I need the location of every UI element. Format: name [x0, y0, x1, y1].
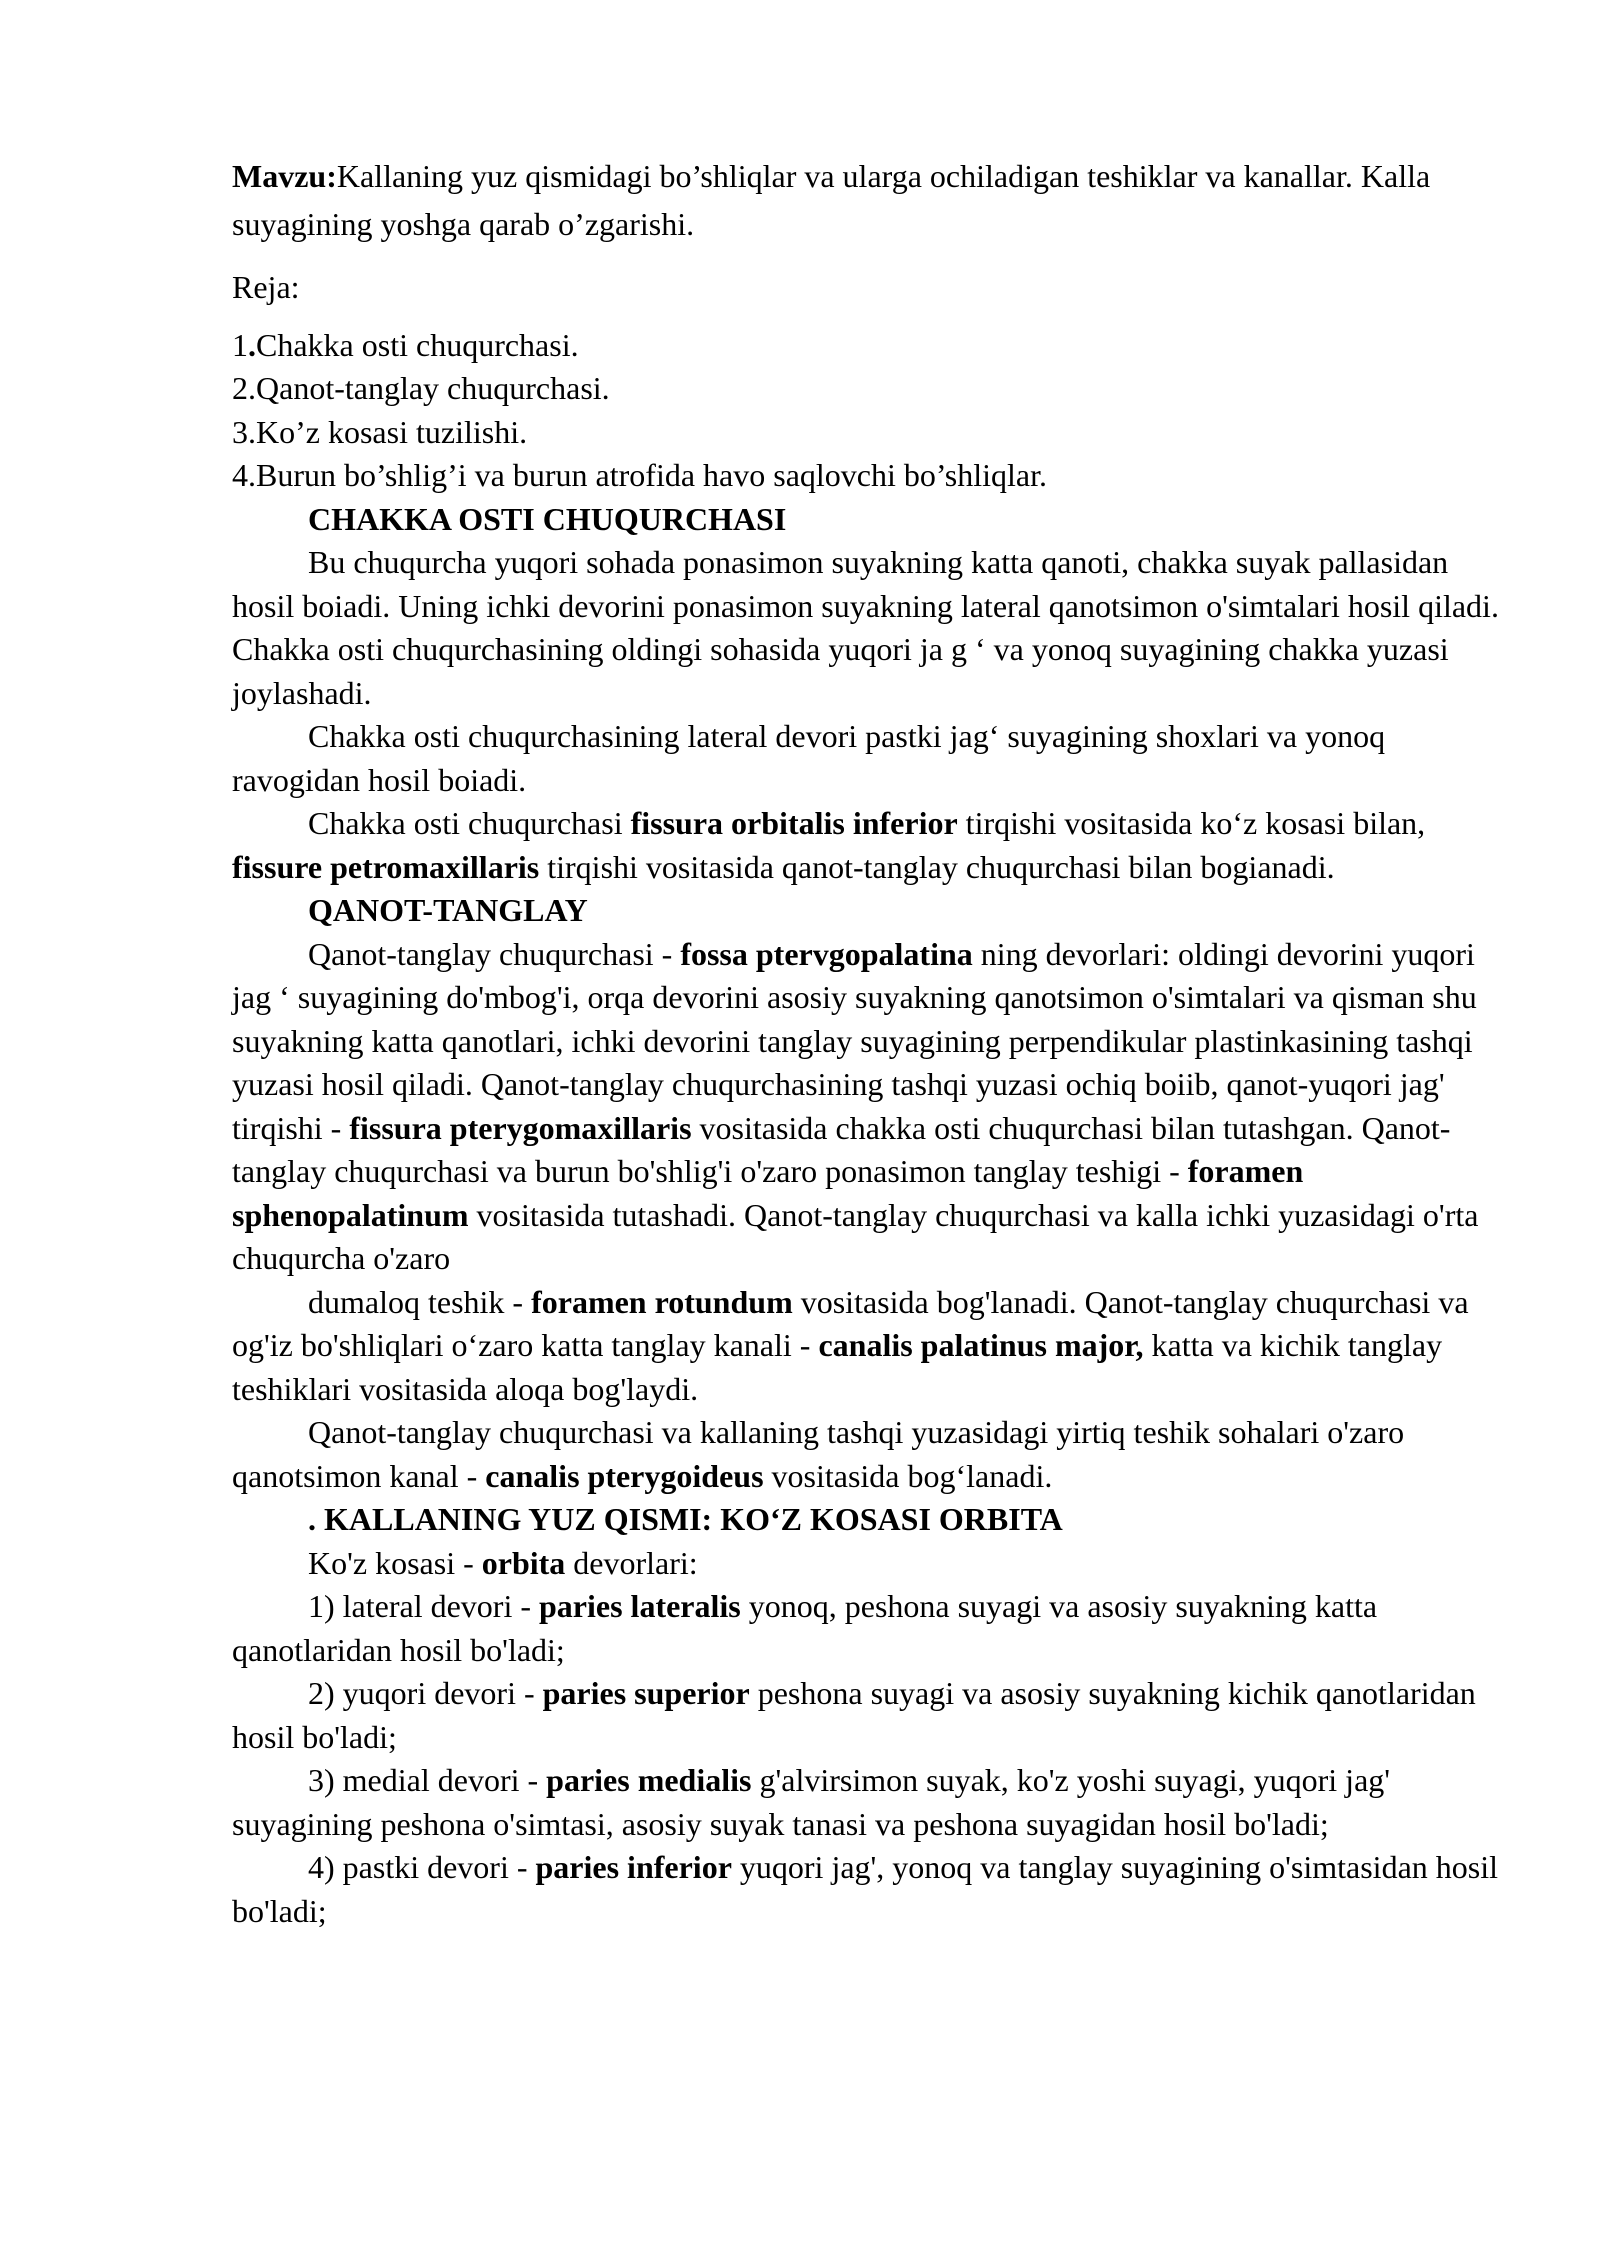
- plan-list: [232, 324, 1514, 498]
- paragraph-text: vositasida chakka osti chuqurchasi bilan tutashgan. Qanot-tanglay chuqurchasi va burun bo'shlig'i o'zaro ponasimon tanglay teshigi -: [232, 1109, 1451, 1189]
- latin-term: canalis palatinus major,: [818, 1327, 1144, 1363]
- paragraph-text: Chakka osti chuqurchasi: [308, 805, 631, 841]
- paragraph-text: ning devorlari: oldingi devorini yuqori jag ‘ suyagining do'mbog'i, orqa devorini asosiy suyakning qanotsimon o'simtalari va qisman shu suyakning katta qanotlari, ichki devorini tanglay suyagining perpendikular plastinkasining tashqi yuzasi hosil qiladi. Qanot-tanglay chuqurchasining tashqi yuzasi ochiq boiib, qanot-yuqori jag' tirqishi -: [232, 935, 1477, 1146]
- latin-term: foramen rotundum: [531, 1283, 793, 1320]
- paragraph-text: g'alvirsimon suyak, ko'z yoshi suyagi, yuqori jag' suyagining peshona o'simtasi, asosiy suyak tanasi va peshona suyagidan hosil bo'ladi;: [232, 1762, 1391, 1842]
- orbit-wall-item: [232, 1585, 1514, 1672]
- body-paragraph: [232, 802, 1514, 889]
- paragraph-text: Qanot-tanglay chuqurchasi va kallaning tashqi yuzasidagi yirtiq teshik sohalari o'zaro qanotsimon kanal -: [232, 1414, 1405, 1494]
- paragraph-text: devorlari:: [565, 1544, 698, 1581]
- latin-term: canalis pterygoideus: [485, 1457, 764, 1494]
- plan-item-text: Chakka osti chuqurchasi.: [256, 326, 579, 363]
- latin-term: fissura pterygomaxillaris: [349, 1109, 692, 1146]
- paragraph-text: vositasida tutashadi. Qanot-tanglay chuqurchasi va kalla ichki yuzasidagi o'rta chuqurcha o'zaro: [232, 1196, 1479, 1276]
- plan-title: Reja:: [232, 269, 300, 305]
- paragraph-text: yuqori jag', yonoq va tanglay suyagining o'simtasidan hosil bo'ladi;: [232, 1849, 1498, 1929]
- plan-item: [232, 324, 1514, 368]
- body-paragraph: [232, 933, 1514, 1281]
- plan-item-dot: .: [248, 326, 256, 363]
- latin-term: paries lateralis: [539, 1588, 741, 1624]
- section-heading-qanot-tanglay: QANOT-TANGLAY: [308, 892, 588, 928]
- paragraph-text: yonoq, peshona suyagi va asosiy suyakning katta qanotlaridan hosil bo'ladi;: [232, 1588, 1378, 1668]
- topic-paragraph: [232, 152, 1514, 248]
- section-heading-orbita: . KALLANING YUZ QISMI: KO‘Z KOSASI ORBITA: [308, 1501, 1063, 1537]
- latin-term: fossa ptervgopalatina: [680, 935, 973, 972]
- body-paragraph: [232, 1281, 1514, 1412]
- plan-item-number: 4.: [232, 457, 256, 493]
- paragraph-text: Ko'z kosasi -: [308, 1544, 482, 1581]
- document-body: [232, 152, 1514, 1933]
- paragraph-text: katta va kichik tanglay teshiklari vositasida aloqa bog'laydi.: [232, 1327, 1443, 1407]
- latin-term: paries superior: [542, 1675, 750, 1711]
- plan-item-number: 2.: [232, 370, 256, 406]
- latin-term: foramen sphenopalatinum: [232, 1153, 1304, 1233]
- paragraph-text: 1) lateral devori -: [308, 1588, 539, 1624]
- body-paragraph: Chakka osti chuqurchasining lateral devori pastki jag‘ suyagining shoxlari va yonoq ravogidan hosil boiadi.: [232, 718, 1386, 798]
- latin-term: fissure petromaxillaris: [232, 848, 540, 885]
- body-paragraph: [232, 1411, 1514, 1498]
- plan-item-number: 1: [232, 326, 248, 363]
- paragraph-text: vositasida bog‘lanadi.: [763, 1457, 1053, 1494]
- body-paragraph: Bu chuqurcha yuqori sohada ponasimon suyakning katta qanoti, chakka suyak pallasidan hosil boiadi. Uning ichki devorini ponasimon suyakning lateral qanotsimon o'simtalari hosil qiladi. Chakka osti chuqurchasining oldingi sohasida yuqori ja g ‘ va yonoq suyagining chakka yuzasi joylashadi.: [232, 544, 1499, 711]
- topic-text: Kallaning yuz qismidagi bo’shliqlar va ularga ochiladigan teshiklar va kanallar. Kalla suyagining yoshga qarab o’zgarishi.: [232, 158, 1431, 242]
- latin-term: orbita: [481, 1544, 566, 1581]
- latin-term: paries medialis: [546, 1762, 752, 1798]
- paragraph-text: 3) medial devori -: [308, 1762, 547, 1798]
- plan-item-text: Ko’z kosasi tuzilishi.: [256, 413, 528, 450]
- paragraph-text: tirqishi vositasida ko‘z kosasi bilan,: [957, 805, 1426, 841]
- section-heading-chakka-osti: CHAKKA OSTI CHUQURCHASI: [308, 500, 787, 537]
- plan-item: [232, 411, 1514, 455]
- plan-item-text: Qanot-tanglay chuqurchasi.: [256, 370, 610, 406]
- orbit-wall-item: [232, 1672, 1514, 1759]
- plan-item: [232, 454, 1514, 498]
- paragraph-text: 4) pastki devori -: [308, 1849, 536, 1885]
- plan-item-text: Burun bo’shlig’i va burun atrofida havo saqlovchi bo’shliqlar.: [256, 457, 1047, 493]
- paragraph-text: 2) yuqori devori -: [308, 1675, 543, 1711]
- body-paragraph: [232, 1542, 1514, 1586]
- paragraph-text: dumaloq teshik -: [308, 1283, 532, 1320]
- latin-term: fissura orbitalis inferior: [630, 805, 958, 841]
- paragraph-text: peshona suyagi va asosiy suyakning kichik qanotlaridan hosil bo'ladi;: [232, 1675, 1476, 1755]
- paragraph-text: vositasida bog'lanadi. Qanot-tanglay chuqurchasi va og'iz bo'shliqlari o‘zaro katta tanglay kanali -: [232, 1283, 1469, 1363]
- plan-item: [232, 367, 1514, 411]
- orbit-wall-item: [232, 1846, 1514, 1933]
- latin-term: paries inferior: [535, 1849, 732, 1885]
- paragraph-text: Qanot-tanglay chuqurchasi -: [308, 935, 681, 972]
- orbit-wall-item: [232, 1759, 1514, 1846]
- paragraph-text: tirqishi vositasida qanot-tanglay chuqurchasi bilan bogianadi.: [539, 848, 1335, 885]
- plan-item-number: 3.: [232, 413, 256, 450]
- topic-label: Mavzu:: [232, 158, 337, 194]
